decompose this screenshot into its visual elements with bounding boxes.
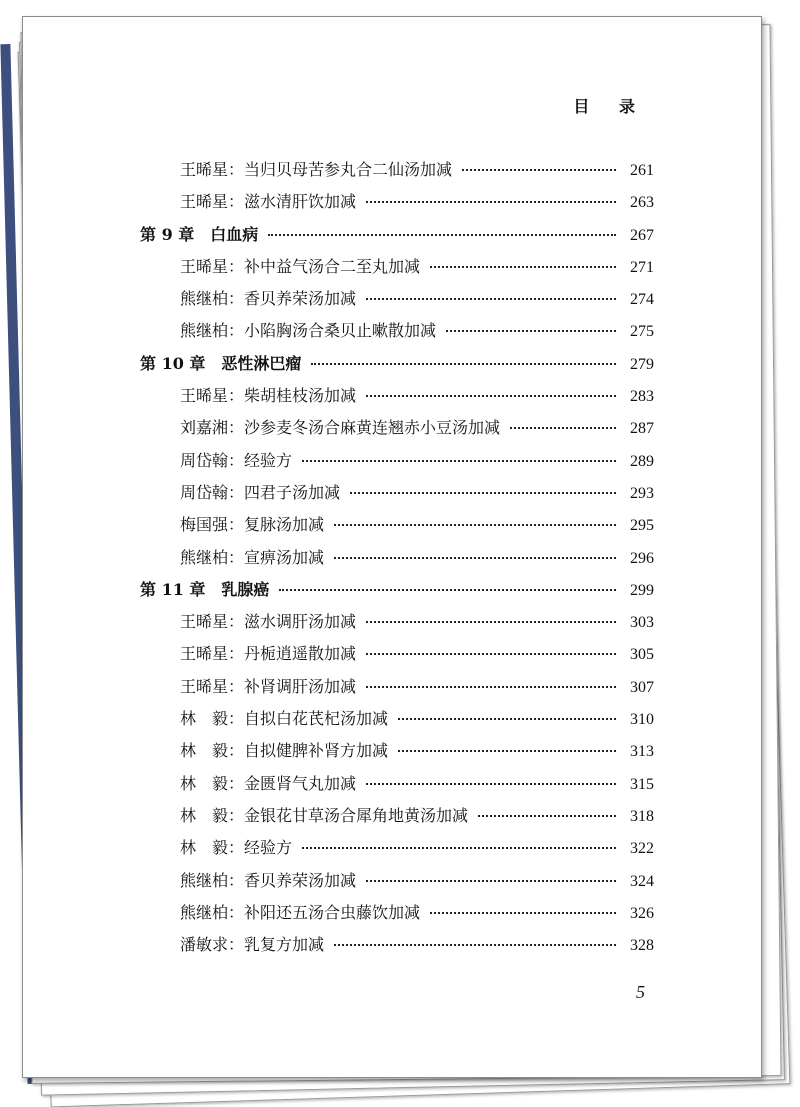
toc-entry-title: 梅国强：复脉汤加减 — [180, 515, 325, 535]
toc-entry-title: 林 毅：经验方 — [180, 838, 293, 858]
toc-entry-row[interactable] — [140, 286, 654, 318]
toc-entry-title: 刘嘉湘：沙参麦冬汤合麻黄连翘赤小豆汤加减 — [180, 418, 501, 438]
toc-entry-title: 潘敏求：乳复方加减 — [180, 935, 325, 955]
toc-entry-row[interactable] — [140, 448, 654, 480]
dot-leader — [366, 653, 616, 655]
toc-entry-row[interactable] — [140, 932, 654, 964]
dot-leader — [302, 460, 616, 462]
dot-leader — [279, 589, 616, 591]
toc-entry-title: 林 毅：金银花甘草汤合犀角地黄汤加减 — [180, 805, 469, 825]
toc-entry-row[interactable] — [140, 254, 654, 286]
dot-leader — [510, 427, 616, 429]
toc-entry-row[interactable] — [140, 803, 654, 835]
toc-page-number: 263 — [630, 194, 654, 212]
dot-leader — [302, 847, 616, 849]
toc-entry-title: 林 毅：自拟健脾补肾方加减 — [180, 741, 389, 761]
table-of-contents — [140, 157, 654, 964]
toc-entry-title: 王晞星：柴胡桂枝汤加减 — [180, 386, 357, 406]
toc-page-number: 287 — [630, 420, 654, 438]
toc-chapter-row[interactable] — [140, 222, 654, 254]
toc-entry-title: 王晞星：当归贝母苦参丸合二仙汤加减 — [180, 160, 453, 179]
toc-page-number: 271 — [630, 258, 654, 276]
toc-entry-row[interactable] — [140, 545, 654, 577]
toc-page-number: 313 — [630, 743, 654, 761]
toc-page-number: 267 — [630, 226, 654, 244]
dot-leader — [366, 201, 616, 203]
toc-page-number: 295 — [630, 517, 654, 535]
dot-leader — [398, 718, 616, 720]
dot-leader — [446, 330, 616, 332]
toc-entry-title: 周岱翰：四君子汤加减 — [180, 482, 341, 502]
toc-page-number: 289 — [630, 452, 654, 470]
dot-leader — [366, 880, 616, 882]
dot-leader — [430, 266, 616, 268]
toc-page-number: 283 — [630, 388, 654, 406]
toc-entry-title: 林 毅：自拟白花芪杞汤加减 — [180, 709, 389, 729]
toc-entry-title: 王晞星：滋水调肝汤加减 — [180, 612, 357, 632]
toc-page-number: 299 — [630, 581, 654, 599]
toc-entry-row[interactable] — [140, 157, 654, 189]
toc-page-number: 303 — [630, 614, 654, 632]
toc-entry-row[interactable] — [140, 415, 654, 447]
toc-entry-title: 熊继柏：补阳还五汤合虫藤饮加减 — [180, 902, 421, 922]
toc-page-number: 310 — [630, 711, 654, 729]
toc-entry-title: 王晞星：补中益气汤合二至丸加减 — [180, 256, 421, 276]
toc-entry-title: 熊继柏：小陷胸汤合桑贝止嗽散加减 — [180, 321, 437, 341]
toc-entry-title: 周岱翰：经验方 — [180, 450, 293, 470]
toc-entry-title: 王晞星：滋水清肝饮加减 — [180, 192, 357, 212]
toc-page-number: 322 — [630, 840, 654, 858]
toc-page-number: 324 — [630, 872, 654, 890]
toc-entry-row[interactable] — [140, 641, 654, 673]
toc-entry-row[interactable] — [140, 512, 654, 544]
toc-entry-title: 林 毅：金匮肾气丸加减 — [180, 773, 357, 793]
toc-entry-row[interactable] — [140, 900, 654, 932]
toc-page-number: 293 — [630, 484, 654, 502]
dot-leader — [366, 686, 616, 688]
toc-entry-title: 王晞星：补肾调肝汤加减 — [180, 676, 357, 696]
running-head: 目 录 — [573, 97, 647, 116]
toc-entry-row[interactable] — [140, 318, 654, 350]
toc-page-number: 274 — [630, 291, 654, 309]
toc-chapter-title: 第 10 章 恶性淋巴瘤 — [140, 353, 302, 373]
dot-leader — [478, 815, 616, 817]
dot-leader — [311, 363, 616, 365]
toc-entry-row[interactable] — [140, 480, 654, 512]
toc-entry-row[interactable] — [140, 868, 654, 900]
dot-leader — [398, 750, 616, 752]
toc-entry-title: 熊继柏：香贝养荣汤加减 — [180, 870, 357, 890]
dot-leader — [334, 524, 616, 526]
dot-leader — [268, 234, 616, 236]
toc-page-number: 261 — [630, 162, 654, 179]
toc-chapter-row[interactable] — [140, 577, 654, 609]
toc-entry-row[interactable] — [140, 189, 654, 221]
toc-chapter-row[interactable] — [140, 351, 654, 383]
toc-page-number: 275 — [630, 323, 654, 341]
dot-leader — [334, 557, 616, 559]
toc-entry-row[interactable] — [140, 738, 654, 770]
toc-chapter-title: 第 11 章 乳腺癌 — [140, 579, 270, 599]
toc-entry-row[interactable] — [140, 771, 654, 803]
toc-page-number: 315 — [630, 775, 654, 793]
dot-leader — [366, 621, 616, 623]
toc-entry-title: 熊继柏：宣痹汤加减 — [180, 547, 325, 567]
toc-page-number: 318 — [630, 807, 654, 825]
dot-leader — [350, 492, 616, 494]
dot-leader — [334, 944, 616, 946]
dot-leader — [366, 395, 616, 397]
dot-leader — [430, 912, 616, 914]
page-number: 5 — [636, 982, 645, 1002]
toc-entry-row[interactable] — [140, 383, 654, 415]
toc-entry-row[interactable] — [140, 609, 654, 641]
toc-entry-row[interactable] — [140, 674, 654, 706]
toc-page-number: 326 — [630, 904, 654, 922]
toc-entry-title: 熊继柏：香贝养荣汤加减 — [180, 289, 357, 309]
toc-entry-title: 王晞星：丹栀逍遥散加减 — [180, 644, 357, 664]
toc-page-number: 296 — [630, 549, 654, 567]
toc-chapter-title: 第 9 章 白血病 — [140, 224, 259, 244]
dot-leader — [462, 169, 616, 171]
toc-page-number: 279 — [630, 355, 654, 373]
toc-page-number: 305 — [630, 646, 654, 664]
toc-entry-row[interactable] — [140, 835, 654, 867]
toc-entry-row[interactable] — [140, 706, 654, 738]
dot-leader — [366, 298, 616, 300]
document-page — [22, 16, 762, 1078]
dot-leader — [366, 783, 616, 785]
toc-page-number: 328 — [630, 937, 654, 955]
toc-page-number: 307 — [630, 678, 654, 696]
